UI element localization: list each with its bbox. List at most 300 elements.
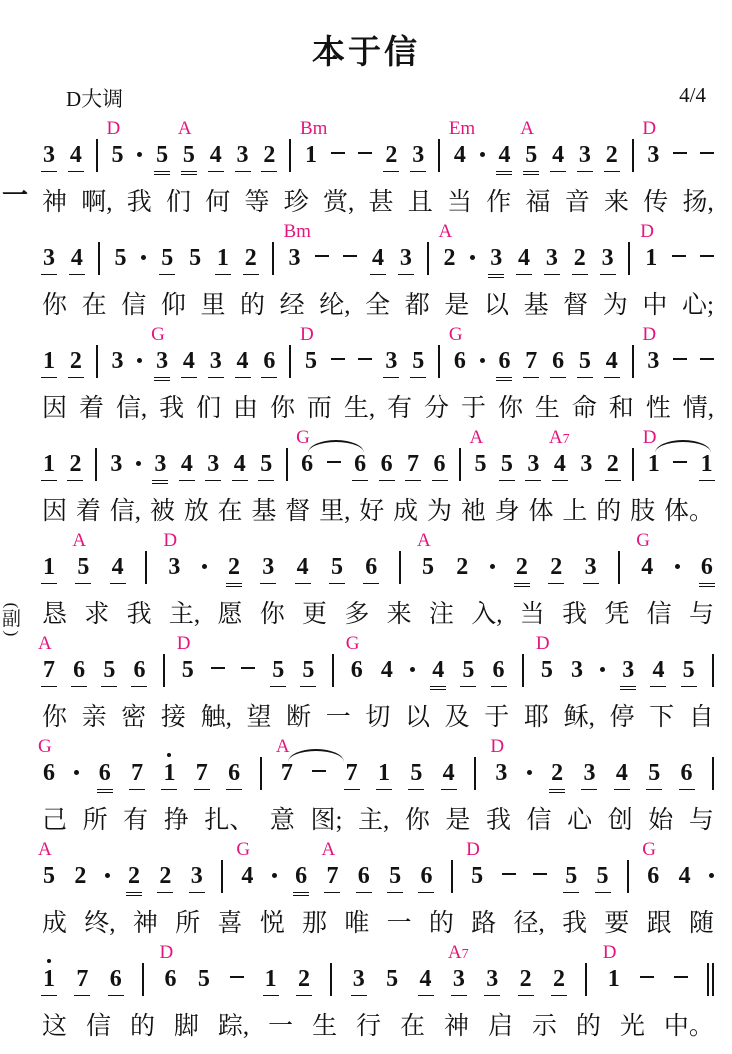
chord-label: A: [275, 736, 290, 757]
lyric-syllable: 要: [604, 910, 630, 937]
note: 5: [682, 657, 695, 683]
notation-row: [42, 427, 714, 479]
lyric-syllable: 好: [359, 498, 385, 525]
lyric-syllable: 福: [525, 189, 551, 216]
lyric-syllable: 赏,: [323, 189, 355, 216]
lyric-syllable: 仰: [160, 292, 186, 319]
note: 3: [583, 760, 596, 786]
note: 4: [111, 554, 124, 580]
lyric-syllable: 亲: [81, 704, 107, 731]
note: 3: [545, 245, 558, 271]
note: 4: [209, 142, 222, 168]
lyric-syllable: 入,: [471, 601, 503, 628]
duration-dash: [230, 976, 244, 978]
note: 1 D: [602, 942, 620, 992]
duration-dash: [327, 461, 341, 463]
duration-dash: [672, 255, 686, 257]
note: 6: [380, 451, 393, 477]
duration-dash: [700, 255, 714, 257]
note: 2: [159, 863, 172, 889]
lyric-syllable: 你: [42, 292, 68, 319]
chord-label: A: [469, 427, 484, 448]
notation-row: [38, 839, 714, 891]
key-signature-label: D大调: [66, 87, 124, 111]
lyric-syllable: 都: [404, 292, 430, 319]
note: 2: [515, 554, 528, 580]
note: 3: [490, 245, 503, 271]
note: 1: [43, 348, 55, 374]
duration-dash: [331, 152, 345, 154]
barline: [632, 345, 634, 378]
lyric-syllable: 那: [302, 910, 328, 937]
lyric-syllable: 基: [251, 498, 277, 525]
duration-dash: [640, 976, 654, 978]
note: 5: [389, 863, 402, 889]
barline: [618, 551, 620, 584]
lyric-syllable: 我: [485, 807, 511, 834]
lyric-syllable: 命: [571, 395, 597, 422]
chord-label: G: [345, 633, 360, 654]
note: 5: [386, 966, 399, 992]
note: 3: [578, 142, 591, 168]
chord-label: D: [106, 118, 121, 139]
lyric-syllable: 耶: [523, 704, 549, 731]
note: 2: [128, 863, 141, 889]
chord-label: A: [520, 118, 534, 139]
note: 4 A7: [548, 427, 570, 477]
lyric-syllable: 求: [84, 601, 110, 628]
note: 4: [518, 245, 531, 271]
chord-label: D: [535, 633, 550, 654]
lyric-syllable: 信: [121, 292, 147, 319]
note: 6: [109, 966, 122, 992]
lyric-syllable: 情,: [682, 395, 714, 422]
barline: [142, 963, 144, 996]
note: 5: [302, 657, 315, 683]
chord-label: G: [38, 736, 52, 757]
lyric-syllable: 你: [269, 395, 295, 422]
lyric-syllable: 自: [688, 704, 714, 731]
duration-dash: [673, 358, 687, 360]
barline: [451, 860, 453, 893]
note: 3: [527, 451, 540, 477]
chorus-marker-paren: ): [2, 630, 22, 637]
note: 3 D: [163, 530, 181, 580]
lyric-syllable: 而: [306, 395, 332, 422]
lyric-syllable: 被: [149, 498, 175, 525]
lyric-syllable: 图;: [310, 807, 343, 834]
note: 6: [492, 657, 505, 683]
note: 3: [110, 451, 123, 477]
lyric-syllable: 成: [393, 498, 419, 525]
barline: [260, 757, 262, 790]
lyric-syllable: 在: [400, 1013, 426, 1040]
note: 5: [189, 245, 202, 271]
notation-row: [42, 221, 714, 273]
note: 6 D: [159, 942, 177, 992]
note: 6: [295, 863, 308, 889]
lyric-syllable: 启: [487, 1013, 513, 1040]
barline: [627, 860, 629, 893]
barline: [145, 551, 147, 584]
note: 5: [462, 657, 475, 683]
lyric-syllable: 凭: [604, 601, 630, 628]
note: 1: [43, 966, 55, 992]
lyric-syllable: 们: [166, 189, 192, 216]
note: 4: [605, 348, 618, 374]
note: 6: [680, 760, 693, 786]
note: 3: [570, 657, 583, 683]
lyric-syllable: 恳: [42, 601, 68, 628]
note: 3: [622, 657, 635, 683]
note: 1: [700, 451, 713, 477]
note: 6: [357, 863, 370, 889]
lyric-syllable: 着: [75, 498, 101, 525]
augmentation-dot: [202, 564, 207, 569]
lyric-syllable: 你: [259, 601, 285, 628]
music-system: [42, 324, 714, 424]
hymn-title: 本于信: [312, 35, 420, 71]
note: 4: [69, 142, 82, 168]
barline: [96, 139, 98, 172]
note: 5 D: [299, 324, 317, 374]
chord-label: Bm: [283, 221, 311, 242]
note: 3: [262, 554, 275, 580]
lyric-syllable: 的: [129, 1013, 155, 1040]
lyric-syllable: 由: [233, 395, 259, 422]
note: 1: [163, 760, 176, 786]
lyric-syllable: 你: [404, 807, 430, 834]
barline: [95, 448, 97, 481]
music-system: [2, 530, 714, 637]
lyric-syllable: 触,: [200, 704, 232, 731]
note: 4: [180, 451, 193, 477]
lyric-syllable: 当: [519, 601, 545, 628]
lyric-syllable: 里: [200, 292, 226, 319]
note: 3: [486, 966, 499, 992]
lyric-syllable: 悦: [259, 910, 285, 937]
note: 3: [207, 451, 220, 477]
lyric-syllable: 信,: [115, 395, 148, 422]
barline: [332, 654, 334, 687]
lyric-syllable: 下: [649, 704, 675, 731]
barline: [474, 757, 476, 790]
augmentation-dot: [480, 358, 485, 363]
chord-label: A: [438, 221, 453, 242]
note: 4: [498, 142, 511, 168]
duration-dash: [312, 770, 326, 772]
lyric-syllable: 以: [483, 292, 509, 319]
note: 2: [298, 966, 310, 992]
lyric-syllable: 与: [688, 807, 714, 834]
lyric-syllable: 始: [648, 807, 674, 834]
chorus-marker-paren: (: [2, 602, 22, 609]
note: 5: [103, 657, 116, 683]
note: 2: [69, 451, 82, 477]
augmentation-dot: [141, 255, 146, 260]
lyric-syllable: 啊,: [81, 189, 113, 216]
music-system: [38, 633, 714, 733]
chorus-marker-text: 副: [2, 609, 22, 630]
chord-label: A: [177, 118, 192, 139]
lyric-syllable: 传: [643, 189, 669, 216]
lyric-syllable: 光: [619, 1013, 645, 1040]
note: 5 D: [466, 839, 484, 889]
lyric-syllable: 多: [344, 601, 370, 628]
note: 2: [550, 554, 563, 580]
lyric-syllable: 行: [356, 1013, 382, 1040]
note: 3: [385, 348, 398, 374]
lyric-syllable: 身: [494, 498, 520, 525]
barline: [438, 139, 440, 172]
lyrics-row: [42, 697, 714, 733]
lyric-syllable: 里,: [319, 498, 351, 525]
lyric-syllable: 珍: [283, 189, 309, 216]
notation-row: [42, 530, 714, 582]
lyric-syllable: 唯: [344, 910, 370, 937]
lyric-syllable: 督: [563, 292, 589, 319]
lyric-syllable: 主,: [357, 807, 390, 834]
lyric-syllable: 作: [486, 189, 512, 216]
note: 3 D: [642, 324, 660, 374]
augmentation-dot: [527, 770, 532, 775]
note: 2 A: [438, 221, 456, 271]
note: 4: [442, 760, 455, 786]
lyric-syllable: 密: [121, 704, 147, 731]
note: 3 Bm: [283, 221, 311, 271]
lyric-syllable: 神: [42, 189, 68, 216]
lyric-syllable: 望: [246, 704, 272, 731]
music-system: [42, 221, 714, 321]
chord-label: D: [159, 942, 174, 963]
note: 2: [74, 863, 87, 889]
barline: [632, 139, 634, 172]
lyric-syllable: 全: [365, 292, 391, 319]
lyric-syllable: 等: [244, 189, 270, 216]
note: 7 A: [275, 736, 293, 786]
chord-label: A: [38, 839, 52, 860]
lyric-syllable: 示: [531, 1013, 557, 1040]
lyric-syllable: 跟: [646, 910, 672, 937]
note: 5 D: [535, 633, 553, 683]
lyric-syllable: 有: [123, 807, 149, 834]
chord-label: A: [321, 839, 336, 860]
lyric-syllable: 稣,: [563, 704, 595, 731]
note: 5 A: [469, 427, 487, 477]
lyric-syllable: 在: [81, 292, 107, 319]
augmentation-dot: [709, 873, 714, 878]
lyric-syllable: 我: [126, 601, 152, 628]
notation-row: [38, 633, 714, 685]
note: 4: [296, 554, 309, 580]
chord-label: A7: [548, 427, 570, 448]
lyric-syllable: 甚: [368, 189, 394, 216]
lyric-syllable: 基: [523, 292, 549, 319]
music-system: [42, 942, 714, 1042]
note: 7: [525, 348, 538, 374]
lyric-syllable: 所: [175, 910, 201, 937]
lyric-syllable: 扬,: [682, 189, 714, 216]
lyric-syllable: 切: [365, 704, 391, 731]
chord-label: D: [640, 221, 654, 242]
note: 3: [190, 863, 203, 889]
lyric-syllable: 生: [534, 395, 560, 422]
lyric-syllable: 着: [78, 395, 104, 422]
lyric-syllable: 意: [269, 807, 295, 834]
note: 5: [161, 245, 174, 271]
note: 4: [432, 657, 445, 683]
note: 2: [227, 554, 240, 580]
note: 6: [228, 760, 241, 786]
lyric-syllable: 上: [562, 498, 588, 525]
note: 1: [216, 245, 229, 271]
note: 3: [580, 451, 593, 477]
barline: [438, 345, 440, 378]
note: 5 D: [176, 633, 194, 683]
lyric-syllable: 体。: [663, 498, 714, 525]
lyric-syllable: 信,: [109, 498, 141, 525]
note: 3: [352, 966, 365, 992]
note: 6: [263, 348, 276, 374]
note: 6: [433, 451, 446, 477]
lyric-syllable: 督: [285, 498, 311, 525]
lyric-syllable: 接: [160, 704, 186, 731]
lyric-syllable: 我: [562, 601, 588, 628]
chord-label: G: [642, 839, 656, 860]
note: 2: [606, 451, 619, 477]
notation-row: [42, 942, 714, 994]
note: 4: [371, 245, 384, 271]
lyric-syllable: 终,: [84, 910, 116, 937]
verse-number-marker: 一: [2, 181, 29, 210]
augmentation-dot: [136, 461, 141, 466]
lyric-syllable: 纶,: [319, 292, 351, 319]
lyric-syllable: 创: [607, 807, 633, 834]
note: 5: [500, 451, 513, 477]
lyric-syllable: 这: [42, 1013, 68, 1040]
duration-dash: [331, 358, 345, 360]
lyric-syllable: 所: [82, 807, 108, 834]
note: 5 A: [416, 530, 434, 580]
note: 2: [605, 142, 618, 168]
note: 1: [264, 966, 277, 992]
note: 4 Em: [448, 118, 476, 168]
lyric-syllable: 以: [405, 704, 431, 731]
notation-row: [38, 736, 714, 788]
lyric-syllable: 你: [497, 395, 523, 422]
lyric-syllable: 随: [688, 910, 714, 937]
note: 6 G: [448, 324, 466, 374]
duration-dash: [315, 255, 329, 257]
chord-label: D: [642, 324, 657, 345]
note: 6: [73, 657, 86, 683]
lyric-syllable: 放: [183, 498, 209, 525]
barline: [522, 654, 524, 687]
note: 4: [552, 142, 565, 168]
lyric-syllable: 踪,: [217, 1013, 250, 1040]
music-systems-container: [0, 113, 732, 1042]
time-signature-label: 4/4: [679, 83, 706, 107]
note: 2: [263, 142, 276, 168]
lyric-syllable: 脚: [173, 1013, 199, 1040]
note: 6 G: [642, 839, 660, 889]
lyric-syllable: 和: [608, 395, 634, 422]
chord-label: A: [38, 633, 52, 654]
lyric-syllable: 生,: [343, 395, 376, 422]
barline: [289, 139, 291, 172]
lyric-syllable: 喜: [217, 910, 243, 937]
lyric-syllable: 神: [443, 1013, 469, 1040]
lyric-syllable: 愿: [217, 601, 243, 628]
note: 7: [407, 451, 420, 477]
note: 2: [553, 966, 565, 992]
note: 3: [43, 245, 55, 271]
lyric-syllable: 心;: [682, 292, 714, 319]
lyric-syllable: 为: [426, 498, 452, 525]
music-system: [38, 839, 714, 939]
lyric-syllable: 一: [268, 1013, 294, 1040]
barline: [272, 242, 274, 275]
lyric-syllable: 扎、: [204, 807, 255, 834]
lyric-syllable: 的: [240, 292, 266, 319]
note: 3: [43, 142, 55, 168]
hymn-sheet-page: [0, 26, 732, 1054]
note: 1: [43, 554, 55, 580]
barline: [585, 963, 587, 996]
barline: [286, 448, 288, 481]
lyric-syllable: 是: [444, 292, 470, 319]
lyrics-row: [42, 594, 714, 630]
note: 1 D: [642, 427, 660, 477]
chord-label: G: [448, 324, 463, 345]
note: 4: [236, 348, 249, 374]
note: 1 Bm: [299, 118, 328, 168]
augmentation-dot: [490, 564, 495, 569]
lyric-syllable: 音: [564, 189, 590, 216]
note: 6: [98, 760, 111, 786]
augmentation-dot: [74, 770, 79, 775]
lyric-syllable: 你: [42, 704, 68, 731]
note: 2: [456, 554, 469, 580]
note: 2: [385, 142, 398, 168]
lyric-syllable: 经: [279, 292, 305, 319]
lyrics-row: [42, 1006, 714, 1042]
chord-label: D: [299, 324, 314, 345]
augmentation-dot: [480, 152, 485, 157]
chord-label: G: [296, 427, 310, 448]
note: 5 D: [106, 118, 124, 168]
note: 2: [573, 245, 586, 271]
note: 7: [345, 760, 358, 786]
lyric-syllable: 断: [286, 704, 312, 731]
note: 6 G: [38, 736, 55, 786]
augmentation-dot: [105, 873, 110, 878]
note: 5: [114, 245, 127, 271]
note: 4: [233, 451, 246, 477]
lyric-syllable: 肢: [630, 498, 656, 525]
lyric-syllable: 是: [445, 807, 471, 834]
lyric-syllable: 的: [596, 498, 622, 525]
note: 4: [70, 245, 83, 271]
chord-label: G: [236, 839, 251, 860]
lyric-syllable: 于: [484, 704, 510, 731]
augmentation-dot: [470, 255, 475, 260]
note: 2: [519, 966, 532, 992]
note: 3: [209, 348, 222, 374]
note: 4: [678, 863, 691, 889]
augmentation-dot: [600, 667, 605, 672]
lyric-syllable: 挣: [163, 807, 189, 834]
